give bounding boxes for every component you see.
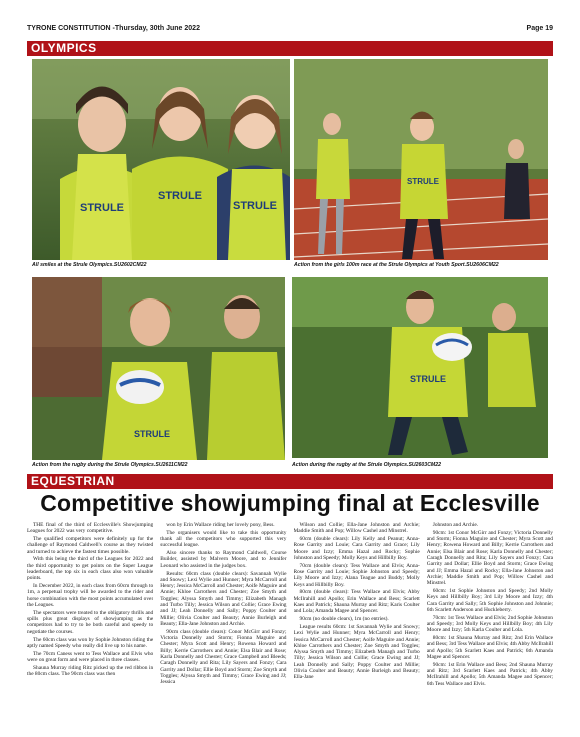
paragraph: The organisers would like to take this opportunity thank all the competitors who supported this very successful league. <box>160 529 287 549</box>
bib-text-rugby-1: STRULE <box>134 429 170 439</box>
paragraph: Shauna Murray riding Ritz picked up the red ribbon in the 80cm class. The 90cm class was then <box>27 664 154 678</box>
paragraph: Results: 60cm class (double clears): Savannah Wylie and Snowy; Lexi Wylie and Hunner; Myra McCarroll and Henry; Jessica McCarroll and Chester; Aoife Maguire and Annie; Khloe Carrothers and Chester; Zoe Smyth and Toggles; Alyssa Smyth and Timmy; Elizabeth Managh and Turbo Tilly; Jessica Wilson and Collie; Grace Ewing and JJ; Leah Donnelly and Sally; Poppy Coulter and Millie; Olivia Coulter and Beauty; Annie Burleigh and Beauty; Ella-Jane Johnston and Archie. <box>160 570 287 627</box>
paragraph: 60cm: 1st Sophie Johnston and Speedy; 2nd Molly Keys and Hillbilly Boy; 3rd Lily Moore and Izzy; 4th Cara Garrity and Sally; 5th Sophie Johnston and Johnnie; 6th Scarlett Anderson and Huckleberry. <box>426 587 553 613</box>
olympics-section-bar: OLYMPICS <box>27 41 553 56</box>
photo-1-caption: All smiles at the Strule Olympics.SU2602CM22 <box>32 262 147 268</box>
paragraph: 70cm (double clears): Tess Wallace and Elvis; Anna-Rose Garrity and Louie; Sophie Johnston and Speedy; Lily Moore and Izzy; Alana Teague and Buddy; Molly Keys and Hillbilly Boy. <box>293 562 420 588</box>
paragraph: 60cm (double clears): Lily Kelly and Peanut; Anna-Rose Garrity and Louie; Cara Garrity and Grace; Lily Moore and Izzy; Emma Hazal and Rocky; Sophie Johnston and Speedy; Molly Keys and Hillbilly Boy. <box>293 536 420 561</box>
photo-girls-race <box>294 59 548 260</box>
paragraph: League results 60cm: 1st Savannah Wylie and Snowy; Lexi Wylie and Hunner; Myra McCarroll and Henry; Jessica McCarroll and Chester; Aoife Maguire and Annie; Khloe Carrothers and Chester; Zoe Smyth and Toggles; Alyssa Smyth and Timmy; Elizabeth Managh and Turbo Tilly; Jessica Wilson and Collie; Grace Ewing and JJ; Leah Donnelly and Sally; Poppy Coulter and Millie; Olivia Coulter and Beauty; Annie Burleigh and Beauty; Ella-Jane <box>293 623 420 681</box>
article-column-4 <box>427 522 553 727</box>
paragraph: 90cm class (double clears): Conor McGirr and Fonzy; Victoria Donnelly and Storm; Fionna Maguire and Chester; Myra Scott and Henry; Rowena Howard and Billy; Kerrie Carrothers and Annie; Elsa Blair and Rose; Karla Donnelly and Chester; Grace Campbell and Bleeds; Caragh Donnelly and Rita; Lily Sayers and Fonzy; Cara Garrity and Dollar; Ellie Boyd and Storm; Zoe Smyth and Toggles; Alyssa Smyth and Timmy; Grace Ewing and JJ; Jessica <box>160 628 287 686</box>
paragraph: Johnston and Archie. <box>432 522 479 528</box>
bib-text-1: STRULE <box>80 202 124 214</box>
photo-2-caption: Action from the girls 100m race at the Strule Olympics at Youth Sport.SU2606CM22 <box>294 262 499 268</box>
bib-text-2: STRULE <box>158 190 202 202</box>
page-header <box>27 22 553 34</box>
photo-girls-smiling <box>32 59 290 260</box>
paragraph: The 70cm Caness went to Tess Wallace and Elvis who were on great form and were placed in three classes. <box>27 650 154 663</box>
photo-rugby-boys <box>32 277 285 460</box>
paragraph: 90cm (no double clears), 1m (no entries). <box>299 616 389 623</box>
article-column-1 <box>27 522 153 727</box>
bib-text-race: STRULE <box>407 177 439 186</box>
article-column-3 <box>294 522 420 727</box>
paragraph: The qualified competitors were definitely up for the challenge of Raymond Caldwell's course as they twisted and turned to achieve the fastest times possible. <box>27 536 154 555</box>
paragraph: 80cm (double clears): Tess Wallace and Elvis; Abby McIlrahill and Apollo; Erin Wallace and Bess; Scarlett Kaes and Patrick; Shauna Murray and Ritz; Karis Coulter and Lola; Amanda Magee and Spencer. <box>293 589 420 615</box>
paragraph: 70cm: 1st Tess Wallace and Elvis; 2nd Sophie Johnston and Speedy; 3rd Molly Keys and Hillbilly Boy; 4th Lily Moore and Izzy; 5th Karla Coulter and Lola. <box>426 614 553 634</box>
paragraph: With this being the third of the Leagues for 2022 and the third opportunity to get points on the Super League leaderboard, the top six in each class also won valuable points. <box>27 556 154 582</box>
article-headline: Competitive showjumping final at Ecclesville <box>40 490 540 516</box>
article-body <box>27 522 553 727</box>
paragraph: Wilson and Collie; Ella-Jane Johnston and Archie; Maddie Smith and Pop; Willow Cashel and Minstrel. <box>293 522 420 535</box>
bib-text-3: STRULE <box>233 200 277 212</box>
paragraph: 80cm: 1st Shauna Murray and Ritz; 2nd Erin Wallace and Bess; 3rd Tess Wallace and Elvis; 4th Abby McIlrahill and Apollo; 5th Scarlett Kaes and Patrick; 6th Amanda Magee and Spencer. <box>426 635 553 660</box>
paragraph: won by Erin Wallace riding her lovely pony, Bess. <box>166 522 275 528</box>
paragraph: Also sincere thanks to Raymond Caldwell, Course Builder, assisted by Malvern Moore, and to Jennifer Leonard who assisted in the judges box. <box>160 550 287 569</box>
paragraph: THE final of the third of Ecclesville's Showjumping Leagues for 2022 was very competitive. <box>27 522 154 535</box>
photo-rugby-action <box>292 277 548 458</box>
photo-4-caption: Action during the rugby at the Strule Olympics.SU2603CM22 <box>292 462 442 468</box>
photo-3-caption: Action from the rugby during the Strule Olympics.SU2611CM22 <box>32 462 188 468</box>
paragraph: 90cm: 1st Erin Wallace and Bess; 2nd Shauna Murray and Ritz; 3rd Scarlett Kaes and Patrick; 4th Abby McIlrahill and Apollo; 5th Amanda Magee and Spencer; 6th Tess Wallace and Elvis. <box>426 661 553 687</box>
bib-text-rugby-2: STRULE <box>410 374 446 384</box>
publication-date: TYRONE CONSTITUTION -Thursday, 30th June 2022 <box>27 24 200 32</box>
paragraph: In December 2022, in each class from 60cm through to 1m, a perpetual trophy will be awarded to the rider and horse combination with the most points accumulated over the Leagues. <box>27 583 154 609</box>
paragraph: 90cm: 1st Conor McGirr and Fonzy; Victoria Donnelly and Storm; Fionna Maguire and Chester; Myra Scott and Henry; Rowena Howard and Billy; Kerrie Carrothers and Annie; Elsa Blair and Rose; Karla Donnelly and Chester; Caragh Donnelly and Rita; Lily Sayers and Fonzy; Cara Garrity and Dollar; Ellie Boyd and Storm; Grace Ewing and JJ; Emma Hazal and Rocky; Ella-Jane Johnston and Archie; Maddie Smith and Pop; Willow Cashel and Minstrel. <box>426 529 553 587</box>
article-column-2 <box>160 522 286 727</box>
paragraph: The spectators were treated to the obligatory thrills and spills plus great displays of showjumping as the competitors had to try to be both careful and speedy to negotiate the courses. <box>27 609 154 635</box>
equestrian-section-bar: EQUESTRIAN <box>27 474 553 489</box>
paragraph: The 60cm class was won by Sophie Johnston riding the aptly named Speedy who really did live up to his name. <box>27 636 154 649</box>
page-number: Page 19 <box>526 24 553 32</box>
